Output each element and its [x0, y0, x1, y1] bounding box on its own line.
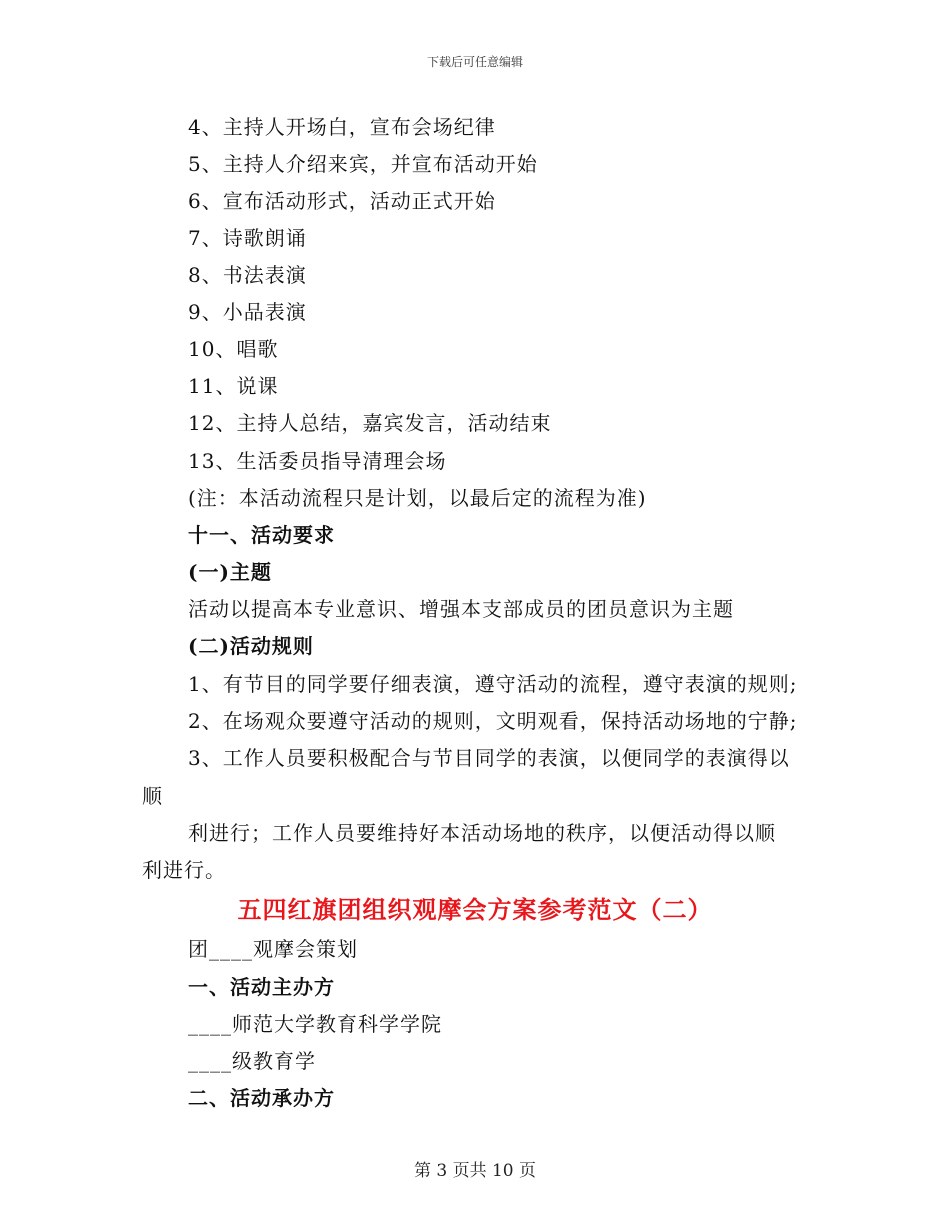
paragraph: 活动以提高本专业意识、增强本支部成员的团员意识为主题	[188, 597, 734, 621]
paragraph: ____师范大学教育科学学院	[188, 1012, 442, 1036]
paragraph: ____级教育学	[188, 1049, 316, 1073]
list-item: 8、书法表演	[188, 263, 307, 287]
list-item: 12、主持人总结，嘉宾发言，活动结束	[188, 411, 552, 435]
list-item: 13、生活委员指导清理会场	[188, 449, 447, 473]
list-item: 5、主持人介绍来宾，并宣布活动开始	[188, 152, 538, 176]
rule-item-wrap: 顺	[142, 784, 163, 808]
paragraph-wrap: 利进行。	[142, 858, 226, 882]
list-item: 4、主持人开场白，宣布会场纪律	[188, 115, 496, 139]
section-heading: 十一、活动要求	[188, 523, 335, 547]
list-item: 6、宣布活动形式，活动正式开始	[188, 189, 496, 213]
list-item: 10、唱歌	[188, 337, 279, 361]
subsection-heading: (一)主题	[188, 560, 272, 584]
page-footer: 第 3 页共 10 页	[413, 1161, 537, 1181]
list-item: 11、说课	[188, 374, 279, 398]
note-text: (注：本活动流程只是计划，以最后定的流程为准)	[188, 486, 647, 510]
document-title: 五四红旗团组织观摩会方案参考范文（二）	[237, 895, 713, 924]
rule-item: 2、在场观众要遵守活动的规则，文明观看，保持活动场地的宁静;	[188, 709, 798, 733]
rule-item: 1、有节目的同学要仔细表演，遵守活动的流程，遵守表演的规则;	[188, 672, 798, 696]
paragraph: 团____观摩会策划	[188, 937, 358, 961]
list-item: 9、小品表演	[188, 300, 307, 324]
subsection-heading: (二)活动规则	[188, 634, 314, 658]
page-header: 下载后可任意编辑	[426, 55, 523, 69]
list-item: 7、诗歌朗诵	[188, 226, 307, 250]
rule-item: 3、工作人员要积极配合与节目同学的表演，以便同学的表演得以	[188, 746, 790, 770]
section-heading: 一、活动主办方	[188, 975, 335, 999]
paragraph: 利进行；工作人员要维持好本活动场地的秩序，以便活动得以顺	[188, 821, 776, 845]
section-heading: 二、活动承办方	[188, 1086, 335, 1110]
